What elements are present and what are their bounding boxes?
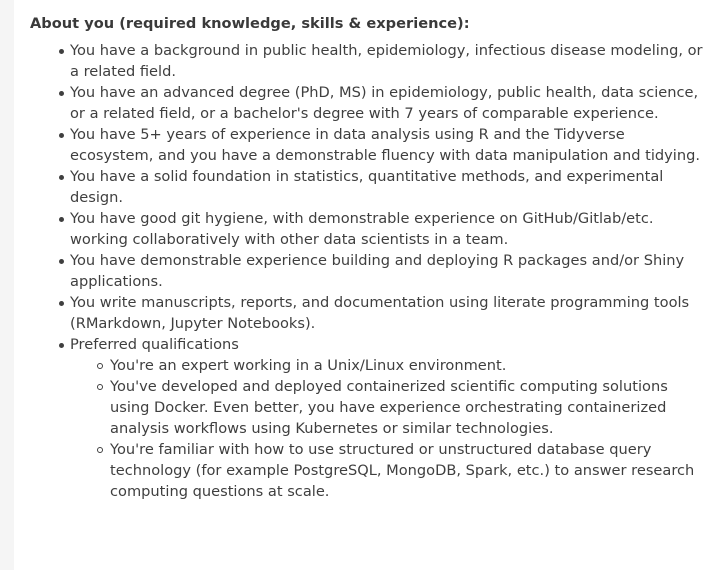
list-item: You have a solid foundation in statistics, quantitative methods, and experimental design.	[70, 166, 705, 208]
left-margin-strip	[0, 0, 14, 570]
preferred-qualifications-label: Preferred qualifications	[70, 336, 239, 353]
sub-list-item: You've developed and deployed containerized scientific computing solutions using Docker. Even better, you have experience orchestrating containerized analysis workflows using Kubernetes or similar technologies.	[110, 376, 705, 439]
list-item: You have good git hygiene, with demonstrable experience on GitHub/Gitlab/etc. working collaboratively with other data scientists in a team.	[70, 208, 705, 250]
list-item: You have an advanced degree (PhD, MS) in epidemiology, public health, data science, or a related field, or a bachelor's degree with 7 years of comparable experience.	[70, 82, 705, 124]
list-item: You write manuscripts, reports, and documentation using literate programming tools (RMarkdown, Jupyter Notebooks).	[70, 292, 705, 334]
list-item: You have 5+ years of experience in data analysis using R and the Tidyverse ecosystem, and you have a demonstrable fluency with data manipulation and tidying.	[70, 124, 705, 166]
requirements-list	[30, 40, 705, 502]
section-heading: About you (required knowledge, skills & experience):	[30, 15, 470, 32]
requirements-section	[30, 13, 705, 502]
list-item: You have a background in public health, epidemiology, infectious disease modeling, or a related field.	[70, 40, 705, 82]
sub-list-item: You're an expert working in a Unix/Linux environment.	[110, 355, 705, 376]
list-item: You have demonstrable experience building and deploying R packages and/or Shiny applications.	[70, 250, 705, 292]
preferred-qualifications-item	[70, 334, 705, 502]
sub-list-item: You're familiar with how to use structured or unstructured database query technology (for example PostgreSQL, MongoDB, Spark, etc.) to answer research computing questions at scale.	[110, 439, 705, 502]
preferred-qualifications-list	[70, 355, 705, 502]
